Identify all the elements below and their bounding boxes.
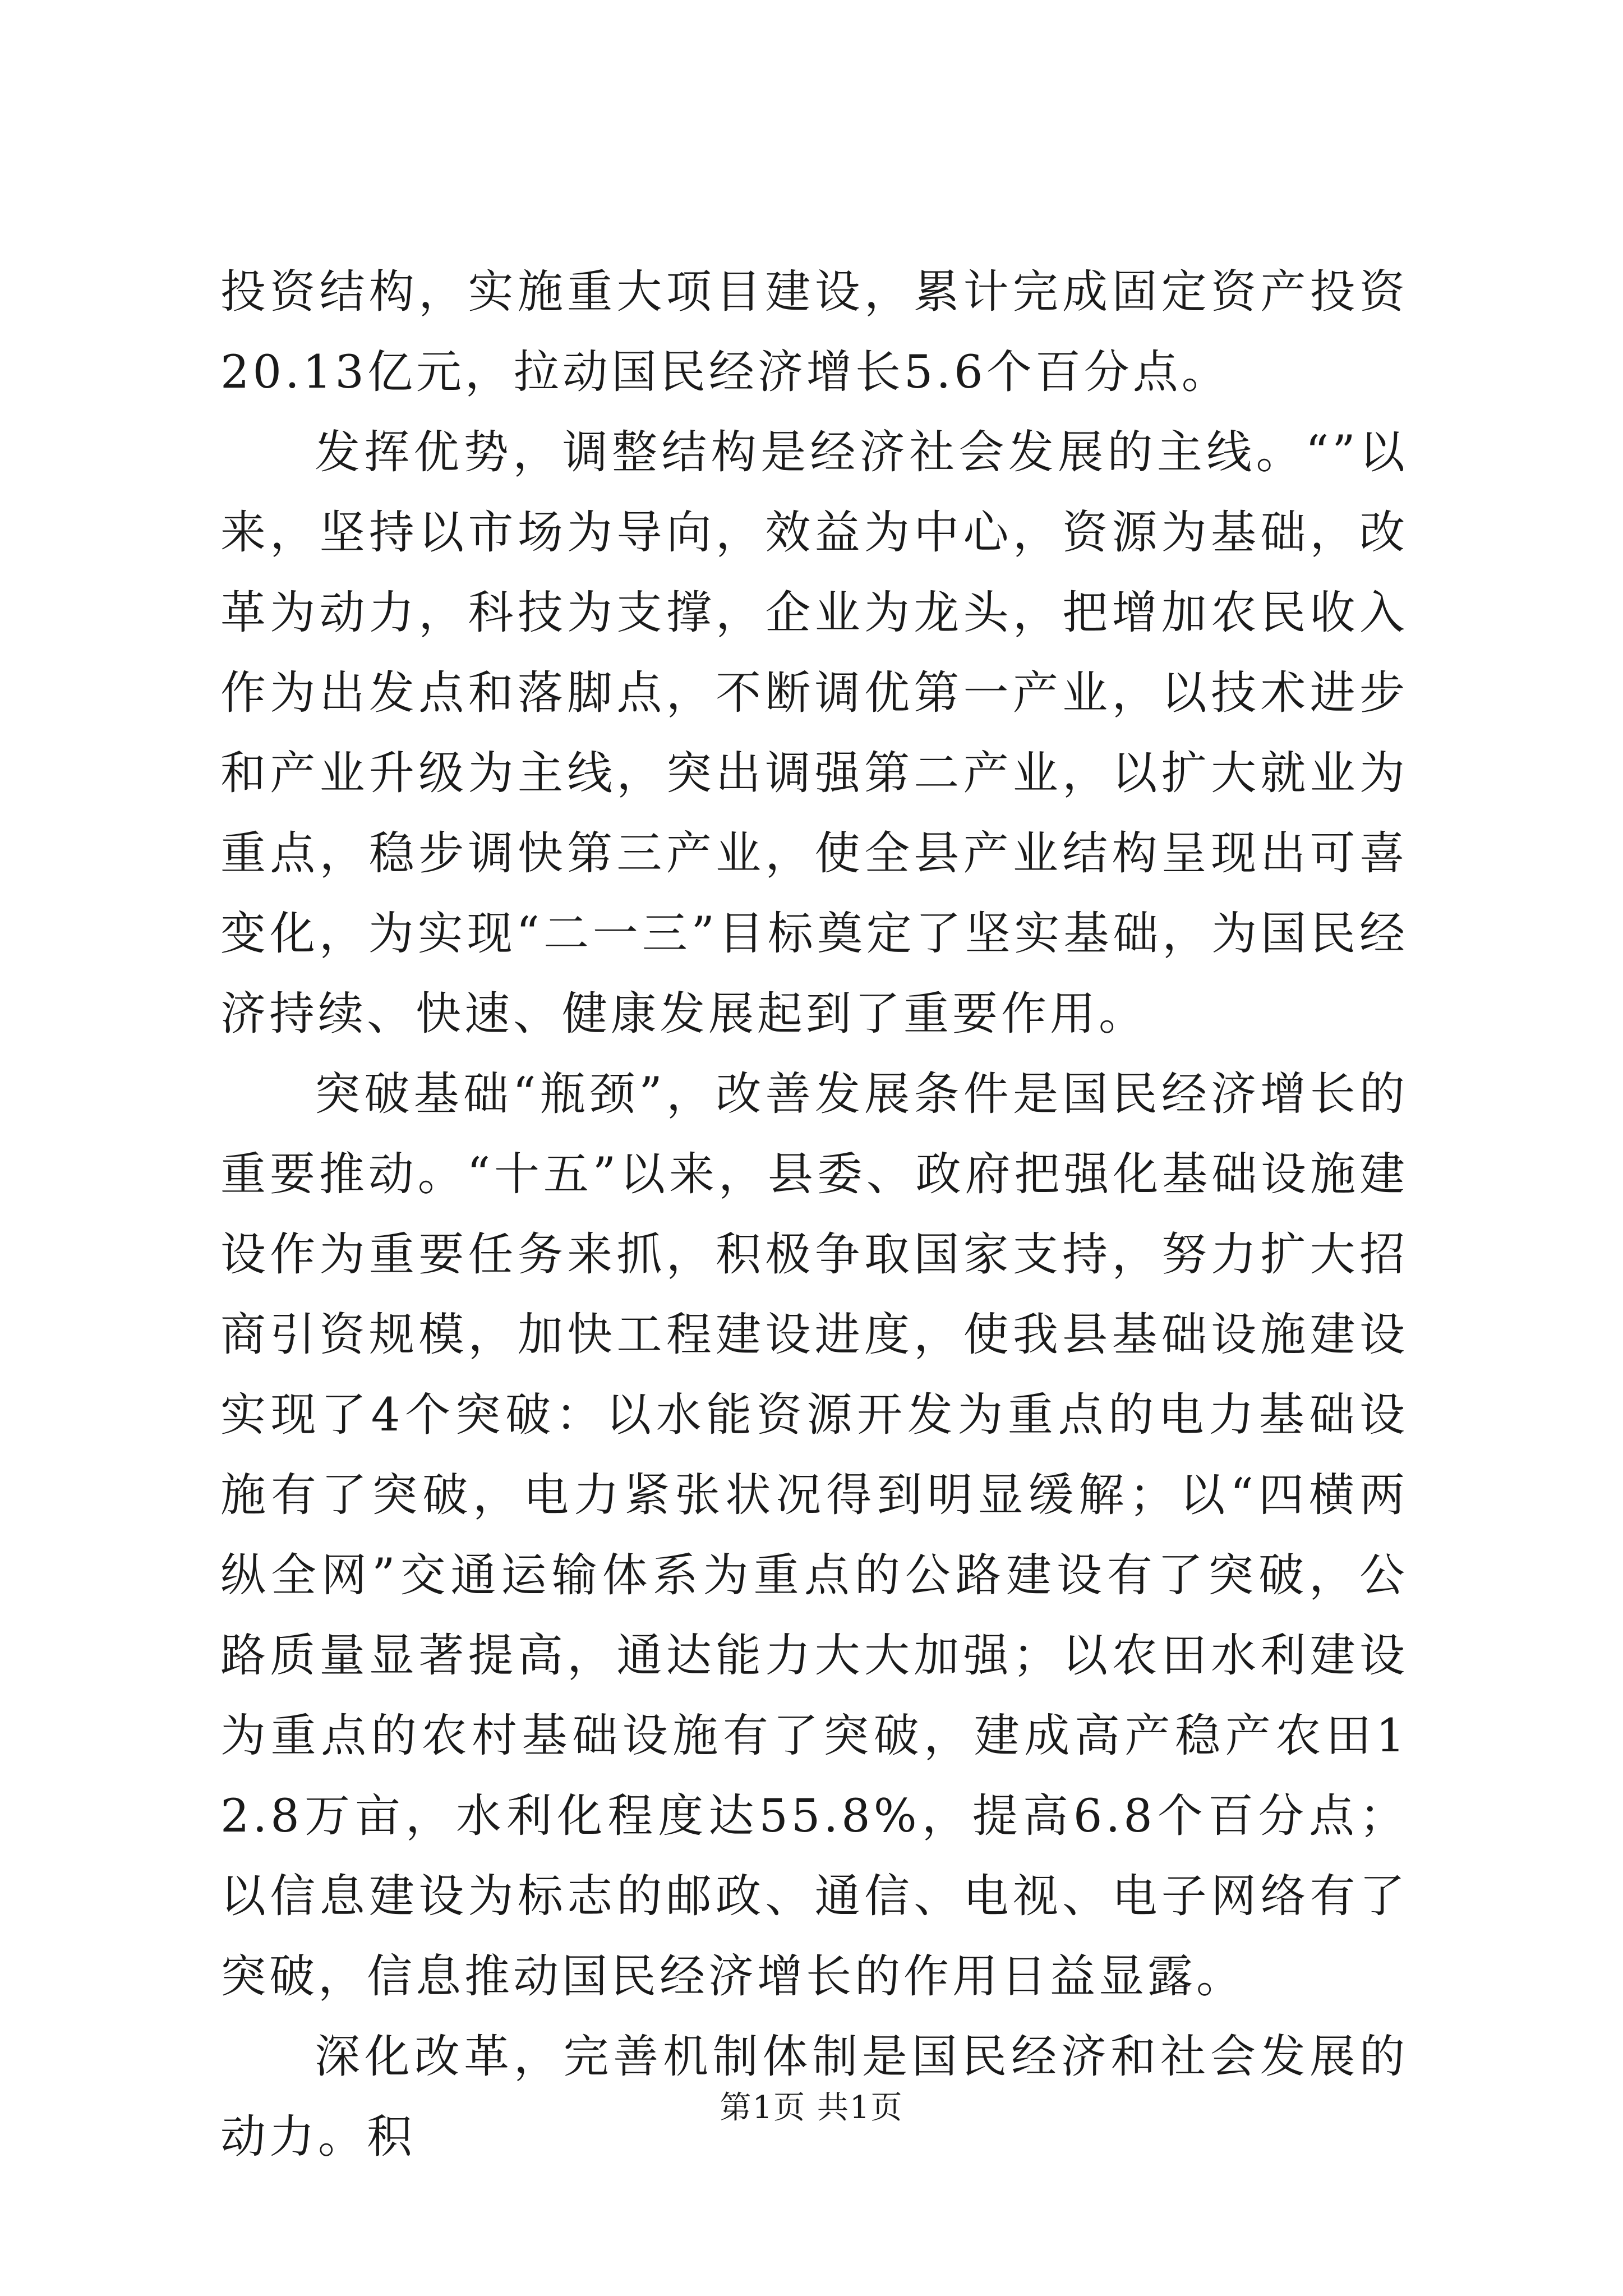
paragraph-1: 投资结构，实施重大项目建设，累计完成固定资产投资20.13亿元，拉动国民经济增长5.6个百分点。 <box>220 266 1408 399</box>
paragraph-3: 突破基础“瓶颈”，改善发展条件是国民经济增长的重要推动。“十五”以来，县委、政府把强化基础设施建设作为重要任务来抓，积极争取国家支持，努力扩大招商引资规模，加快工程建设进度，使我县基础设施建设实现了4个突破：以水能资源开发为重点的电力基础设施有了突破，电力紧张状况得到明显缓解；以“四横两纵全网”交通运输体系为重点的公路建设有了突破，公路质量显著提高，通达能力大大加强；以农田水利建设为重点的农村基础设施有了突破，建成高产稳产农田12.8万亩，水利化程度达55.8%，提高6.8个百分点；以信息建设为标志的邮政、通信、电视、电子网络有了突破，信息推动国民经济增长的作用日益显露。 <box>220 1068 1408 2003</box>
document-body <box>220 252 1408 2178</box>
paragraph-2: 发挥优势，调整结构是经济社会发展的主线。“”以来，坚持以市场为导向，效益为中心，资源为基础，改革为动力，科技为支撑，企业为龙头，把增加农民收入作为出发点和落脚点，不断调优第一产业，以技术进步和产业升级为主线，突出调强第二产业，以扩大就业为重点，稳步调快第三产业，使全县产业结构呈现出可喜变化，为实现“二一三”目标奠定了坚实基础，为国民经济持续、快速、健康发展起到了重要作用。 <box>220 426 1408 1041</box>
page-footer: 第1页 共1页 <box>720 2090 903 2126</box>
paragraph-4: 深化改革，完善机制体制是国民经济和社会发展的动力。积 <box>220 2031 1408 2164</box>
